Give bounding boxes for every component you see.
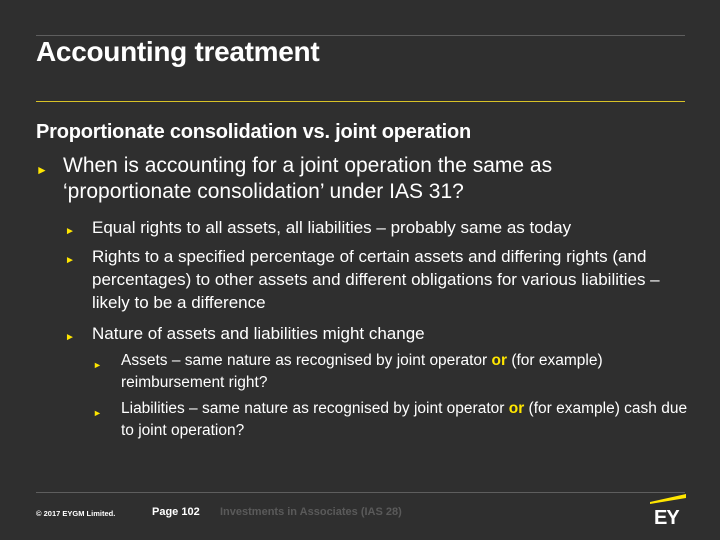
slide-subtitle: Proportionate consolidation vs. joint operation xyxy=(36,121,472,143)
bullet-text xyxy=(121,350,688,394)
bullet-text: Equal rights to all assets, all liabilities – probably same as today xyxy=(92,218,572,237)
bullet-arrow-icon: ► xyxy=(65,255,75,266)
highlight-or: or xyxy=(491,352,507,369)
bullet-arrow-icon: ► xyxy=(65,226,75,237)
bullet-level2 xyxy=(65,216,675,243)
bullet-arrow-icon: ► xyxy=(36,163,48,177)
bullet-text xyxy=(121,398,688,442)
bullet-level1 xyxy=(36,153,676,205)
bullet-arrow-icon: ► xyxy=(65,332,75,343)
bullet-text: Nature of assets and liabilities might change xyxy=(92,324,425,343)
bullet-level2 xyxy=(65,322,675,349)
page-number: Page 102 xyxy=(152,506,200,518)
bullet-level3 xyxy=(93,398,688,442)
logo-text: EY xyxy=(654,507,679,529)
footer-divider xyxy=(36,492,685,493)
logo-beam-icon xyxy=(650,494,690,504)
bullet-arrow-icon: ► xyxy=(93,408,102,418)
bullet-text-after: (for example) reimbursement right? xyxy=(121,352,603,391)
bullet-text: When is accounting for a joint operation the same as ‘proportionate consolidation’ under IAS 31? xyxy=(63,154,553,203)
bullet-level2 xyxy=(65,245,675,314)
bullet-level3 xyxy=(93,350,688,394)
slide-title: Accounting treatment xyxy=(36,36,320,67)
title-divider xyxy=(36,101,685,102)
copyright: © 2017 EYGM Limited. xyxy=(36,509,116,518)
bullet-text-before: Assets – same nature as recognised by joint operator xyxy=(121,352,488,369)
bullet-text-before: Liabilities – same nature as recognised by joint operator xyxy=(121,400,505,417)
bullet-arrow-icon: ► xyxy=(93,360,102,370)
highlight-or: or xyxy=(508,400,525,417)
ey-logo xyxy=(650,494,690,530)
bullet-text-after: (for example) cash due to joint operation? xyxy=(121,400,688,439)
deck-title: Investments in Associates (IAS 28) xyxy=(220,506,402,518)
bullet-text: Rights to a specified percentage of certain assets and differing rights (and percentages) to other assets and different obligations for various liabilities – likely to be a difference xyxy=(92,247,660,312)
